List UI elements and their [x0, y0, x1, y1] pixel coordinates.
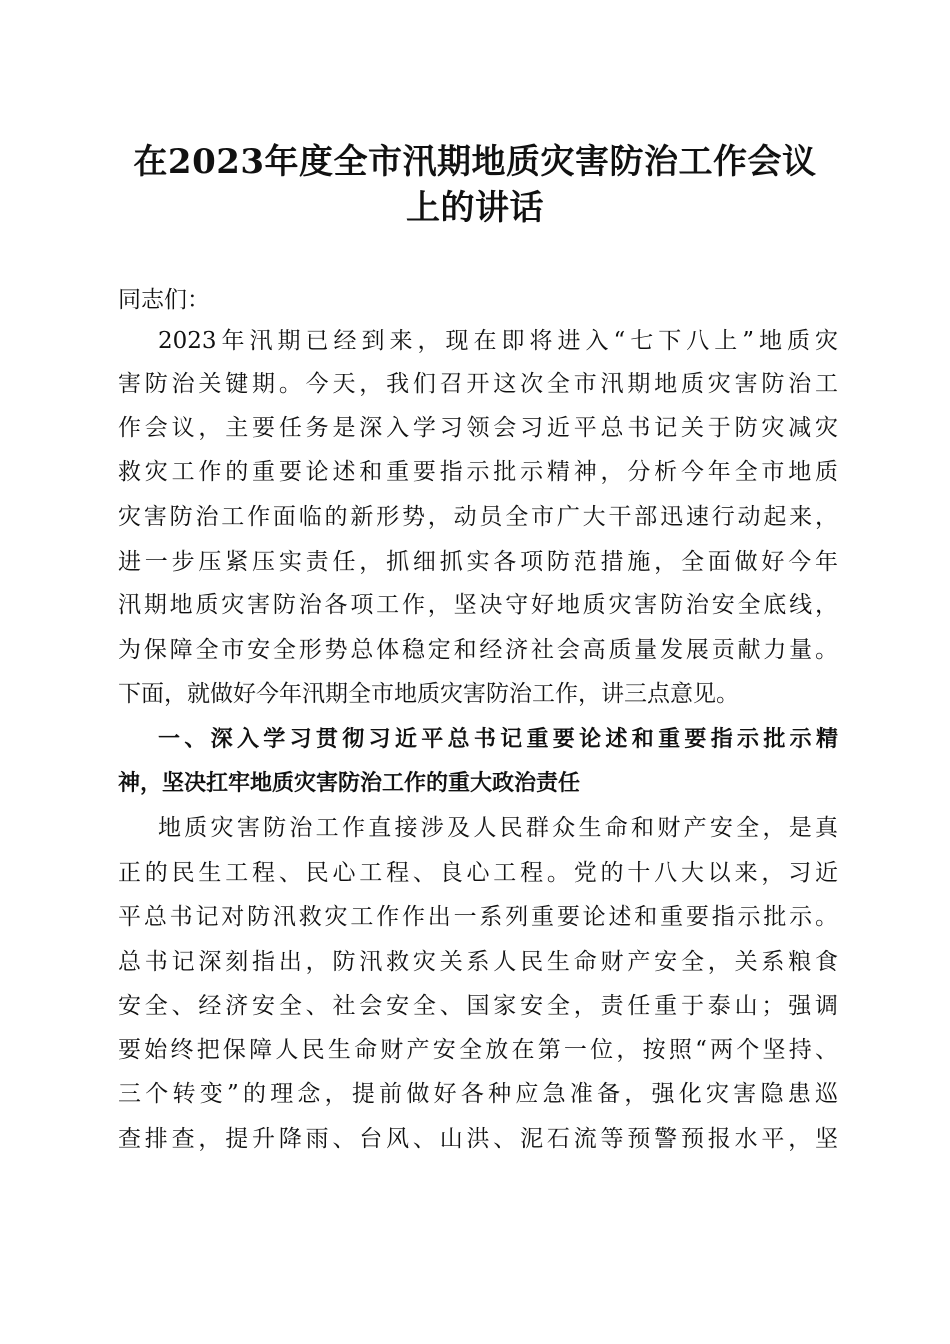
paragraph-1-line-3: 作会议，主要任务是深入学习领会习近平总书记关于防灾减灾 — [118, 415, 838, 441]
paragraph-2-line-4: 总书记深刻指出，防汛救灾关系人民生命财产安全，关系粮食 — [118, 949, 838, 975]
document-title-line-2: 上的讲话 — [406, 188, 544, 228]
paragraph-2-line-7: 三个转变”的理念，提前做好各种应急准备，强化灾害隐患巡 — [118, 1081, 838, 1107]
paragraph-2-line-5: 安全、经济安全、社会安全、国家安全，责任重于泰山；强调 — [118, 993, 838, 1019]
paragraph-1-line-6: 进一步压紧压实责任，抓细抓实各项防范措施，全面做好今年 — [118, 549, 838, 575]
paragraph-2-line-1: 地质灾害防治工作直接涉及人民群众生命和财产安全，是真 — [158, 815, 838, 841]
salutation: 同志们： — [118, 287, 210, 313]
paragraph-1-line-7: 汛期地质灾害防治各项工作，坚决守好地质灾害防治安全底线， — [118, 592, 838, 618]
paragraph-2-line-6: 要始终把保障人民生命财产安全放在第一位，按照“两个坚持、 — [118, 1037, 838, 1063]
paragraph-1-line-4: 救灾工作的重要论述和重要指示批示精神，分析今年全市地质 — [118, 459, 838, 485]
paragraph-2-line-2: 正的民生工程、民心工程、良心工程。党的十八大以来，习近 — [118, 860, 838, 886]
paragraph-2-line-3: 平总书记对防汛救灾工作作出一系列重要论述和重要指示批示。 — [118, 904, 838, 930]
section-heading-1-line-1: 一、深入学习贯彻习近平总书记重要论述和重要指示批示精 — [158, 727, 838, 752]
paragraph-1-line-9: 下面，就做好今年汛期全市地质灾害防治工作，讲三点意见。 — [118, 681, 739, 707]
paragraph-2-line-8: 查排查，提升降雨、台风、山洪、泥石流等预警预报水平，坚 — [118, 1126, 838, 1152]
document-title-line-1: 在2023年度全市汛期地质灾害防治工作会议 — [133, 142, 817, 182]
paragraph-1-line-8: 为保障全市安全形势总体稳定和经济社会高质量发展贡献力量。 — [118, 637, 838, 663]
paragraph-1-line-5: 灾害防治工作面临的新形势，动员全市广大干部迅速行动起来， — [118, 504, 838, 530]
paragraph-1-line-2: 害防治关键期。今天，我们召开这次全市汛期地质灾害防治工 — [118, 371, 838, 397]
section-heading-1-line-2: 神，坚决扛牢地质灾害防治工作的重大政治责任 — [118, 771, 581, 796]
paragraph-1-line-1: 2023年汛期已经到来，现在即将进入“七下八上”地质灾 — [158, 328, 838, 354]
